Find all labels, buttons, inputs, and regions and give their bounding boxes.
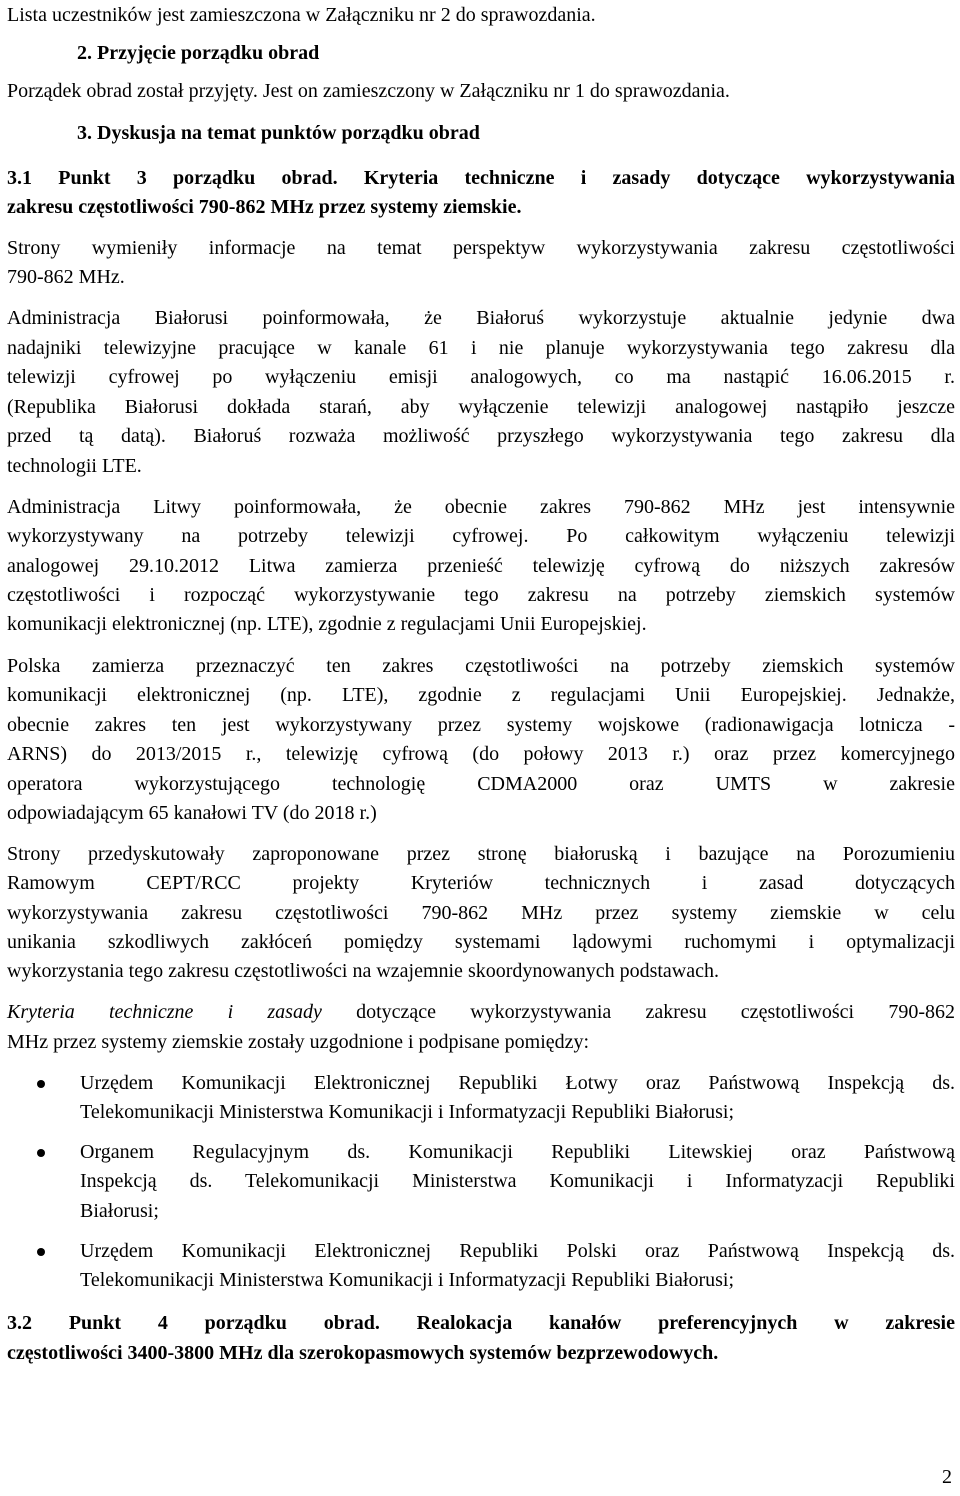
p2-line-2: nadajniki telewizyjne pracujące w kanale 61 i nie planuje wykorzystywania tego zakresu dla: [7, 337, 955, 359]
p4-line-3: obecnie zakres ten jest wykorzystywany przez systemy wojskowe (radionawigacja lotnicza -: [7, 714, 955, 736]
p2-line-4: (Republika Białorusi dokłada starań, aby wyłączenie telewizji analogowej nastąpiło jeszcze: [7, 396, 955, 418]
p2-line-1: Administracja Białorusi poinformowała, że Białoruś wykorzystuje aktualnie jedynie dwa: [7, 307, 955, 329]
bullet-1-line-2: Telekomunikacji Ministerstwa Komunikacji i Informatyzacji Republiki Białorusi;: [80, 1101, 735, 1123]
point-3-1-heading-line-2: zakresu częstotliwości 790-862 MHz przez systemy ziemskie.: [7, 196, 522, 218]
intro-line: Lista uczestników jest zamieszczona w Załączniku nr 2 do sprawozdania.: [7, 4, 596, 26]
section-2-text: Porządek obrad został przyjęty. Jest on zamieszczony w Załączniku nr 1 do sprawozdania.: [7, 80, 730, 102]
p2-line-6: technologii LTE.: [7, 455, 142, 477]
bullet-2-line-2: Inspekcją ds. Telekomunikacji Ministerstwa Komunikacji i Informatyzacji Republiki: [80, 1170, 955, 1192]
p1-line-2: 790-862 MHz.: [7, 266, 125, 288]
p5-line-2: Ramowym CEPT/RCC projekty Kryteriów technicznych i zasad dotyczących: [7, 872, 955, 894]
p3-line-2: wykorzystywany na potrzeby telewizji cyfrowej. Po całkowitym wyłączeniu telewizji: [7, 525, 955, 547]
point-3-2-heading-line-2: częstotliwości 3400-3800 MHz dla szerokopasmowych systemów bezprzewodowych.: [7, 1342, 719, 1364]
p3-line-4: częstotliwości i rozpocząć wykorzystywanie tego zakresu na potrzeby ziemskich systemów: [7, 584, 955, 606]
p6-line-1: [7, 997, 955, 1027]
p5-line-4: unikania szkodliwych zakłóceń pomiędzy systemami lądowymi ruchomymi i optymalizacji: [7, 931, 955, 953]
p4-line-1: Polska zamierza przeznaczyć ten zakres częstotliwości na potrzeby ziemskich systemów: [7, 655, 955, 677]
point-3-2-heading-line-1: 3.2 Punkt 4 porządku obrad. Realokacja kanałów preferencyjnych w zakresie: [7, 1312, 955, 1334]
p2-line-3: telewizji cyfrowej po wyłączeniu emisji analogowych, co ma nastąpić 16.06.2015 r.: [7, 366, 955, 388]
bullet-3-line-1: Urzędem Komunikacji Elektronicznej Republiki Polski oraz Państwową Inspekcją ds.: [80, 1240, 955, 1262]
bullet-3-dot: [37, 1248, 45, 1256]
p3-line-1: Administracja Litwy poinformowała, że obecnie zakres 790-862 MHz jest intensywnie: [7, 496, 955, 518]
p1-line-1: Strony wymieniły informacje na temat perspektyw wykorzystywania zakresu częstotliwości: [7, 237, 955, 259]
p4-line-2: komunikacji elektronicznej (np. LTE), zgodnie z regulacjami Unii Europejskiej. Jednakże,: [7, 684, 955, 706]
p5-line-3: wykorzystywania zakresu częstotliwości 790-862 MHz przez systemy ziemskie w celu: [7, 902, 955, 924]
p6-line-2: MHz przez systemy ziemskie zostały uzgodnione i podpisane pomiędzy:: [7, 1031, 590, 1053]
bullet-2-dot: [37, 1149, 45, 1157]
bullet-1-dot: [37, 1080, 45, 1088]
p2-line-5: przed tą datą). Białoruś rozważa możliwość przyszłego wykorzystywania tego zakresu dla: [7, 425, 955, 447]
section-2-heading: 2. Przyjęcie porządku obrad: [77, 42, 320, 64]
p6-line-1-rest: dotyczące wykorzystywania zakresu częstotliwości 790-862: [321, 1001, 955, 1023]
p4-line-6: odpowiadającym 65 kanałowi TV (do 2018 r.): [7, 802, 377, 824]
p3-line-3: analogowej 29.10.2012 Litwa zamierza przenieść telewizję cyfrową do niższych zakresów: [7, 555, 955, 577]
p5-line-1: Strony przedyskutowały zaproponowane przez stronę białoruską i bazujące na Porozumieniu: [7, 843, 955, 865]
p6-italic-term: Kryteria techniczne i zasady: [7, 1001, 322, 1023]
page-number: 2: [942, 1466, 952, 1488]
bullet-2-line-3: Białorusi;: [80, 1200, 159, 1222]
p3-line-5: komunikacji elektronicznej (np. LTE), zgodnie z regulacjami Unii Europejskiej.: [7, 613, 647, 635]
bullet-2-line-1: Organem Regulacyjnym ds. Komunikacji Republiki Litewskiej oraz Państwową: [80, 1141, 955, 1163]
point-3-1-heading-line-1: 3.1 Punkt 3 porządku obrad. Kryteria techniczne i zasady dotyczące wykorzystywania: [7, 167, 955, 189]
bullet-1-line-1: Urzędem Komunikacji Elektronicznej Republiki Łotwy oraz Państwową Inspekcją ds.: [80, 1072, 955, 1094]
p4-line-4: ARNS) do 2013/2015 r., telewizję cyfrową (do połowy 2013 r.) oraz przez komercyjnego: [7, 743, 955, 765]
p4-line-5: operatora wykorzystującego technologię CDMA2000 oraz UMTS w zakresie: [7, 773, 955, 795]
section-3-heading: 3. Dyskusja na temat punktów porządku obrad: [77, 122, 480, 144]
bullet-3-line-2: Telekomunikacji Ministerstwa Komunikacji i Informatyzacji Republiki Białorusi;: [80, 1269, 735, 1291]
p5-line-5: wykorzystania tego zakresu częstotliwości na wzajemnie skoordynowanych podstawach.: [7, 960, 719, 982]
